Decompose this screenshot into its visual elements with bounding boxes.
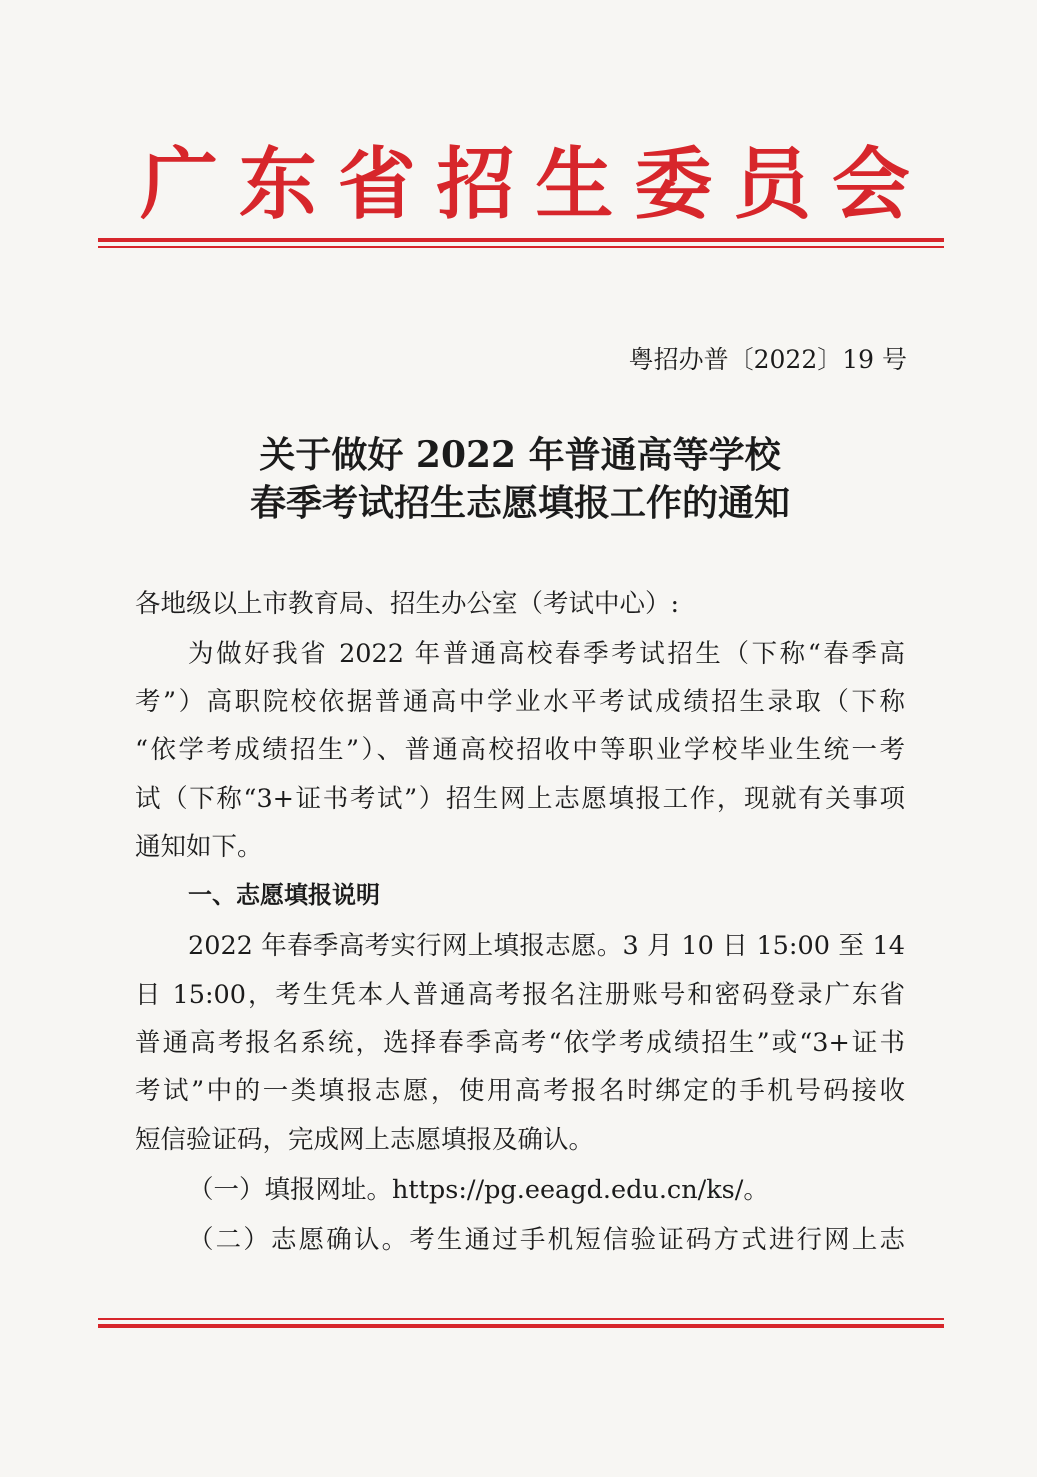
section-heading: 一、志愿填报说明: [188, 881, 380, 909]
paragraph-line: 日 15:00，考生凭本人普通高考报名注册账号和密码登录广东省: [135, 980, 905, 1010]
footer-divider-thin: [98, 1318, 944, 1320]
masthead-char: 员: [733, 139, 812, 230]
intro-line: 通知如下。: [135, 832, 263, 862]
paragraph-line: 考试”中的一类填报志愿，使用高考报名时绑定的手机号码接收: [135, 1076, 905, 1106]
masthead-char: 生: [535, 139, 614, 230]
addressee: 各地级以上市教育局、招生办公室（考试中心）:: [135, 589, 680, 619]
paragraph-line: 普通高考报名系统，选择春季高考“依学考成绩招生”或“3+证书: [135, 1028, 905, 1058]
paragraph-line: 短信验证码，完成网上志愿填报及确认。: [135, 1125, 595, 1155]
document-title-line-2: 春季考试招生志愿填报工作的通知: [249, 482, 790, 524]
masthead-title: [140, 140, 910, 230]
intro-line: 为做好我省 2022 年普通高校春季考试招生（下称“春季高: [188, 639, 905, 669]
masthead-divider-thin: [98, 246, 944, 248]
footer-divider-thick: [98, 1324, 944, 1328]
masthead-char: 会: [831, 139, 910, 230]
masthead-char: 省: [337, 139, 416, 230]
document-title-line-1: 关于做好 2022 年普通高等学校: [259, 434, 781, 476]
intro-line: “依学考成绩招生”）、普通高校招收中等职业学校毕业生统一考: [135, 735, 905, 765]
list-item-website: （一）填报网址。https://pg.eeagd.edu.cn/ks/。: [188, 1175, 769, 1205]
masthead-char: 广: [140, 139, 219, 230]
list-item-confirmation: （二）志愿确认。考生通过手机短信验证码方式进行网上志: [188, 1225, 905, 1255]
masthead-divider-thick: [98, 238, 944, 242]
masthead-char: 委: [634, 139, 713, 230]
document-number: 粤招办普〔2022〕19 号: [628, 345, 907, 374]
masthead-char: 东: [238, 139, 317, 230]
intro-line: 考”）高职院校依据普通高中学业水平考试成绩招生录取（下称: [135, 687, 905, 717]
intro-line: 试（下称“3+证书考试”）招生网上志愿填报工作，现就有关事项: [135, 784, 905, 814]
paragraph-line: 2022 年春季高考实行网上填报志愿。3 月 10 日 15:00 至 14: [188, 931, 905, 961]
masthead-char: 招: [436, 139, 515, 230]
